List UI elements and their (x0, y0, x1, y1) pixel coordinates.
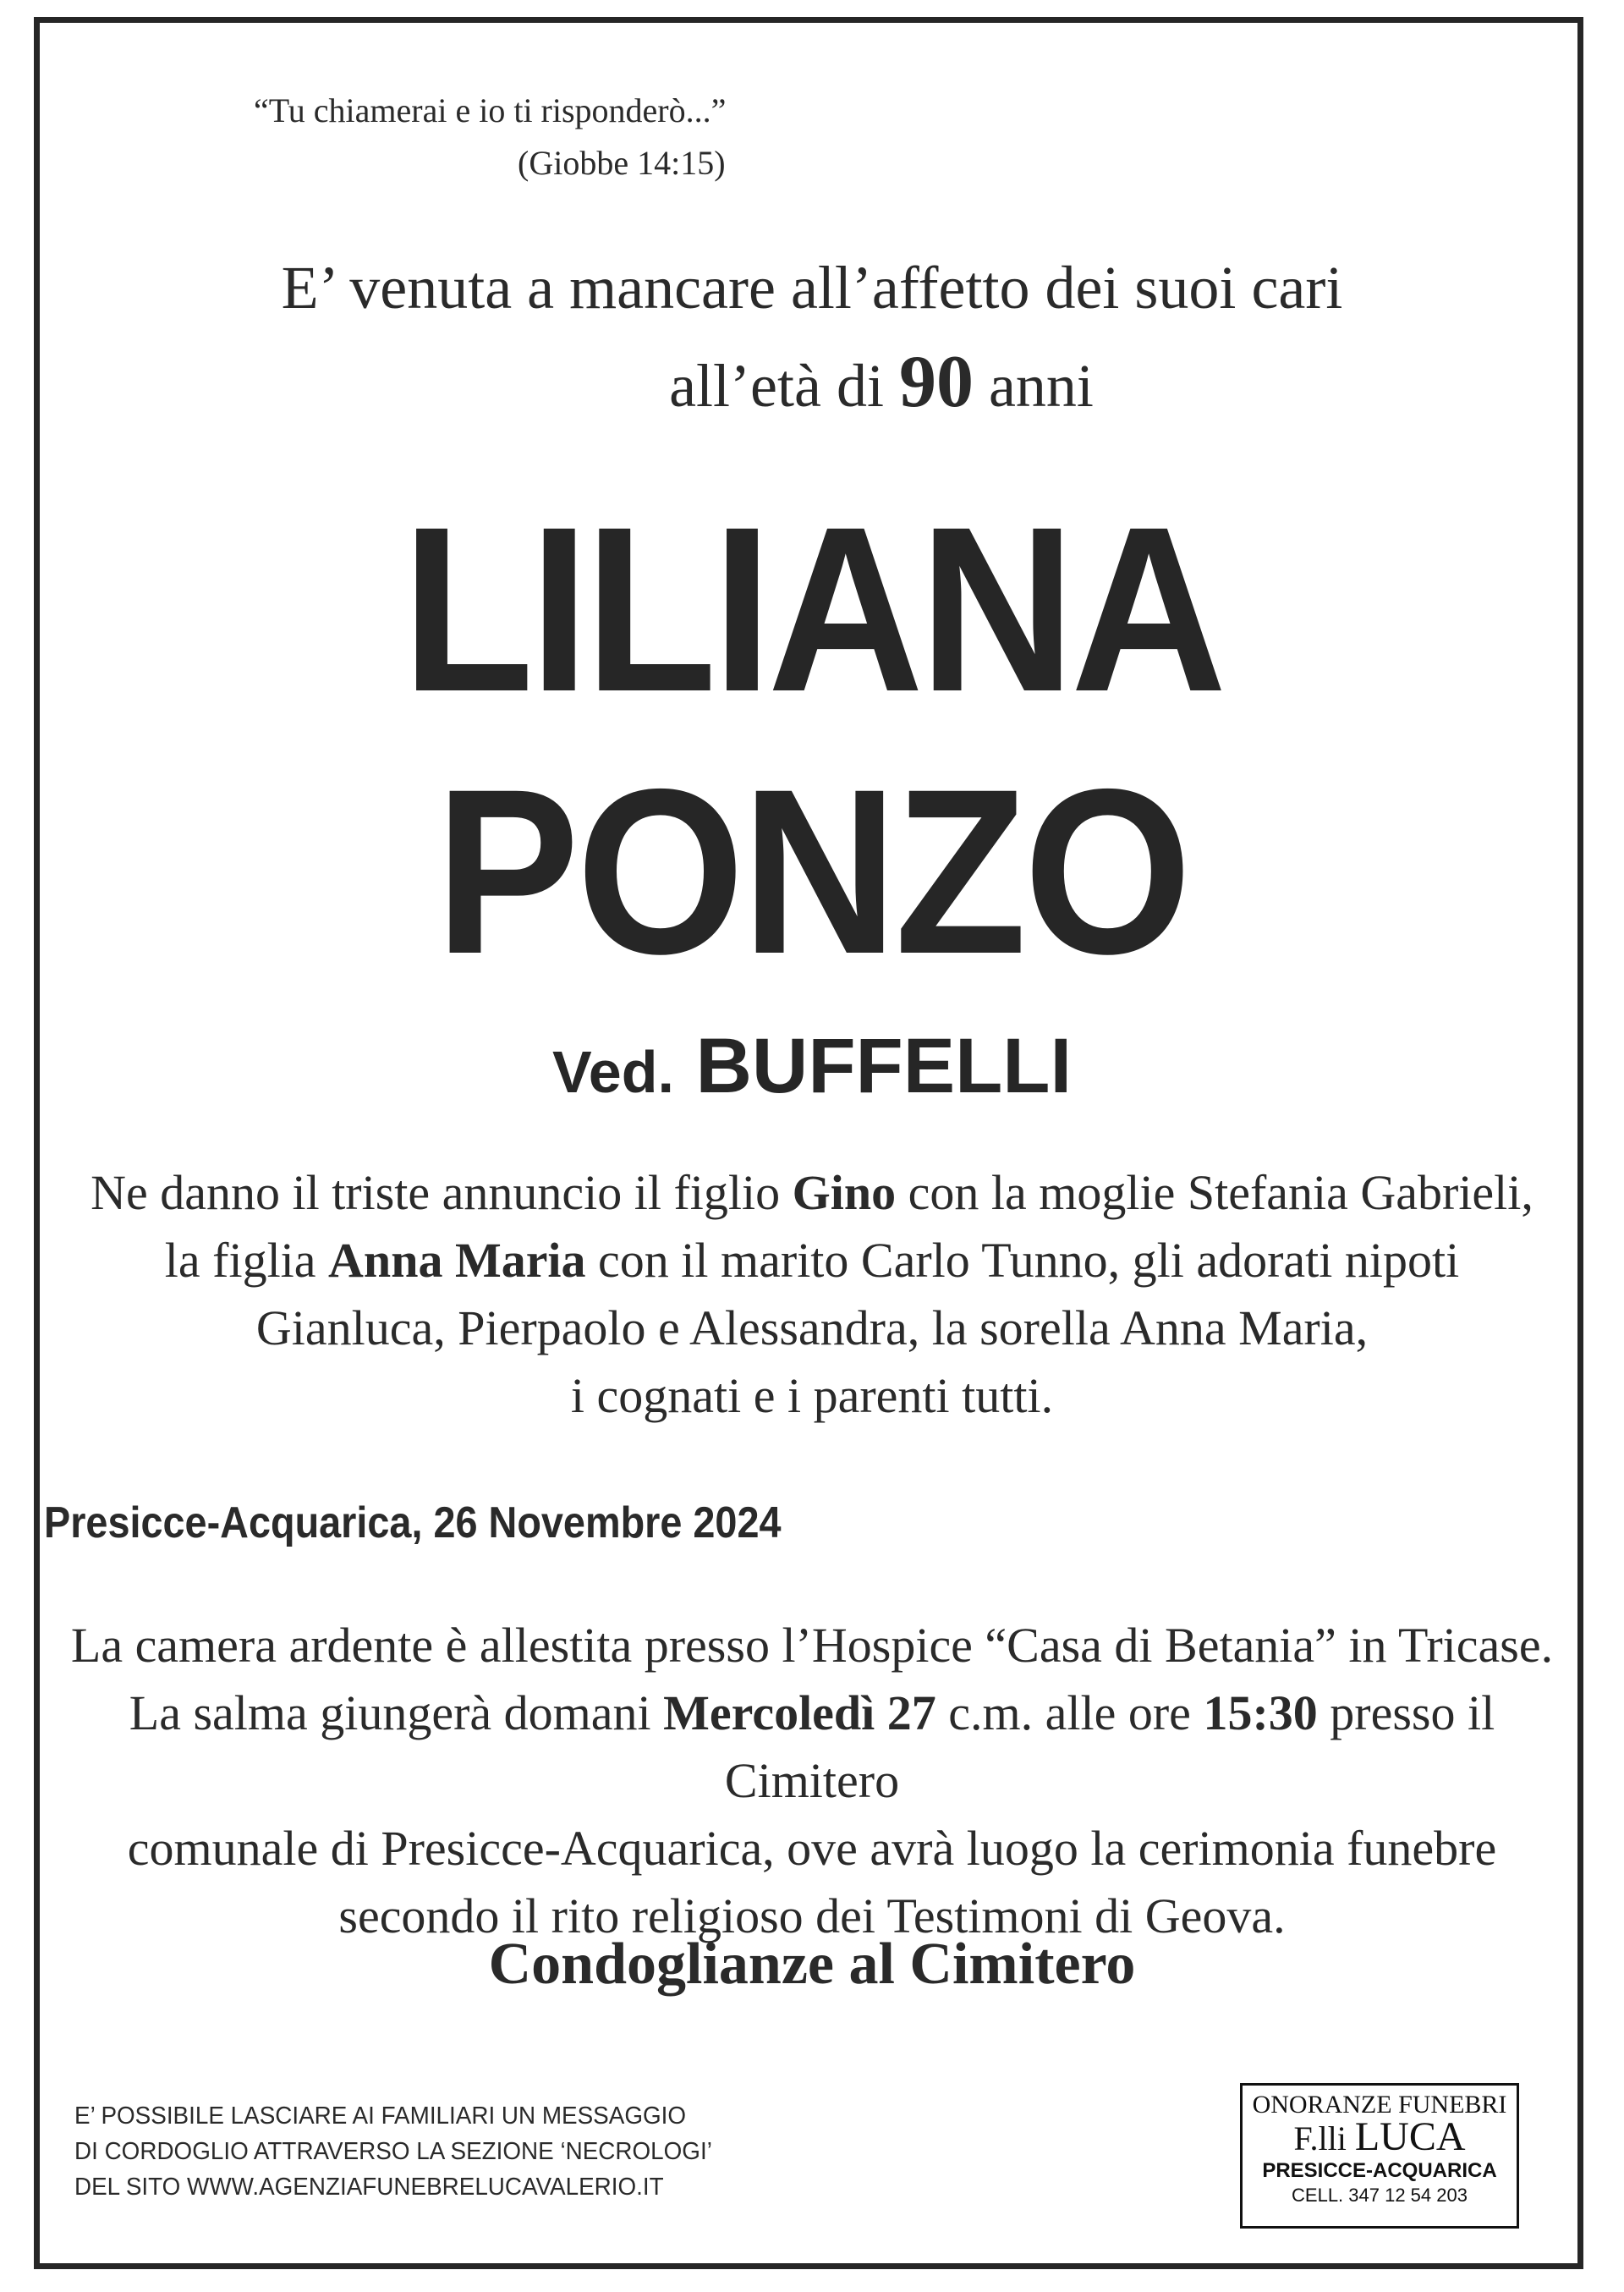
logo-prefix: F.lli (1293, 2119, 1347, 2157)
logo-phone: CELL. 347 12 54 203 (1292, 2185, 1468, 2206)
footer-message-note (74, 2098, 712, 2205)
daughter-name: Anna Maria (328, 1233, 586, 1288)
announcement-line-1 (51, 1159, 1573, 1227)
intro-age-suffix: anni (988, 352, 1094, 420)
intro-line-2 (69, 341, 1624, 423)
announcement-text: con il marito Carlo Tunno, gli adorati nipoti (598, 1233, 1460, 1288)
logo-line-1: ONORANZE FUNEBRI (1252, 2091, 1507, 2119)
funeral-details (51, 1612, 1573, 1950)
intro-age: 90 (898, 341, 974, 423)
details-line-1: La camera ardente è allestita presso l’Hospice “Casa di Betania” in Tricase. (70, 1618, 1554, 1673)
announcement-text: con la moglie Stefania Gabrieli, (908, 1165, 1533, 1220)
announcement-line-4: i cognati e i parenti tutti. (570, 1368, 1054, 1423)
married-name: BUFFELLI (695, 1023, 1073, 1109)
deceased-last-name: PONZO (435, 739, 1189, 1003)
bible-quote: “Tu chiamerai e io ti risponderò...” (254, 91, 727, 129)
footer-line-2: DI CORDOGLIO ATTRAVERSO LA SEZIONE ‘NECROLOGI’ (74, 2138, 712, 2165)
announcement-line-3: Gianluca, Pierpaolo e Alessandra, la sorella Anna Maria, (255, 1300, 1369, 1355)
footer-line-3: DEL SITO WWW.AGENZIAFUNEBRELUCAVALERIO.IT (74, 2174, 664, 2201)
bible-quote-reference: (Giobbe 14:15) (518, 144, 726, 182)
details-line-3: comunale di Presicce-Acquarica, ove avrà luogo la cerimonia funebre (127, 1821, 1497, 1876)
funeral-day: Mercoledì 27 (663, 1685, 936, 1740)
widow-prefix: Ved. (551, 1039, 674, 1105)
intro-line-1: E’ venuta a mancare all’affetto dei suoi cari (281, 254, 1343, 322)
announcement-text: Ne danno il triste annuncio il figlio (91, 1165, 781, 1220)
logo-line-3: PRESICCE-ACQUARICA (1262, 2159, 1497, 2182)
place-and-date: Presicce-Acquarica, 26 Novembre 2024 (44, 1498, 782, 1547)
logo-line-2 (1243, 2114, 1517, 2159)
details-text: La salma giungerà domani (129, 1685, 651, 1740)
intro-age-prefix: all’età di (669, 352, 884, 420)
details-line-4: secondo il rito religioso dei Testimoni di Geova. (338, 1888, 1286, 1943)
details-text: presso il Cimitero (724, 1685, 1495, 1808)
announcement-line-2 (51, 1227, 1573, 1294)
deceased-first-name: LILIANA (401, 477, 1223, 740)
widow-line (0, 1024, 1624, 1114)
details-line-2 (51, 1679, 1573, 1815)
son-name: Gino (792, 1165, 897, 1220)
funeral-time: 15:30 (1203, 1685, 1318, 1740)
announcement-paragraph (51, 1159, 1573, 1430)
details-text: c.m. alle ore (948, 1685, 1191, 1740)
footer-line-1: E’ POSSIBILE LASCIARE AI FAMILIARI UN MESSAGGIO (74, 2102, 687, 2130)
funeral-home-logo (1240, 2083, 1519, 2229)
logo-name: LUCA (1354, 2114, 1466, 2159)
announcement-text: la figlia (164, 1233, 316, 1288)
condolences-note: Condoglianze al Cimitero (488, 1932, 1136, 1997)
